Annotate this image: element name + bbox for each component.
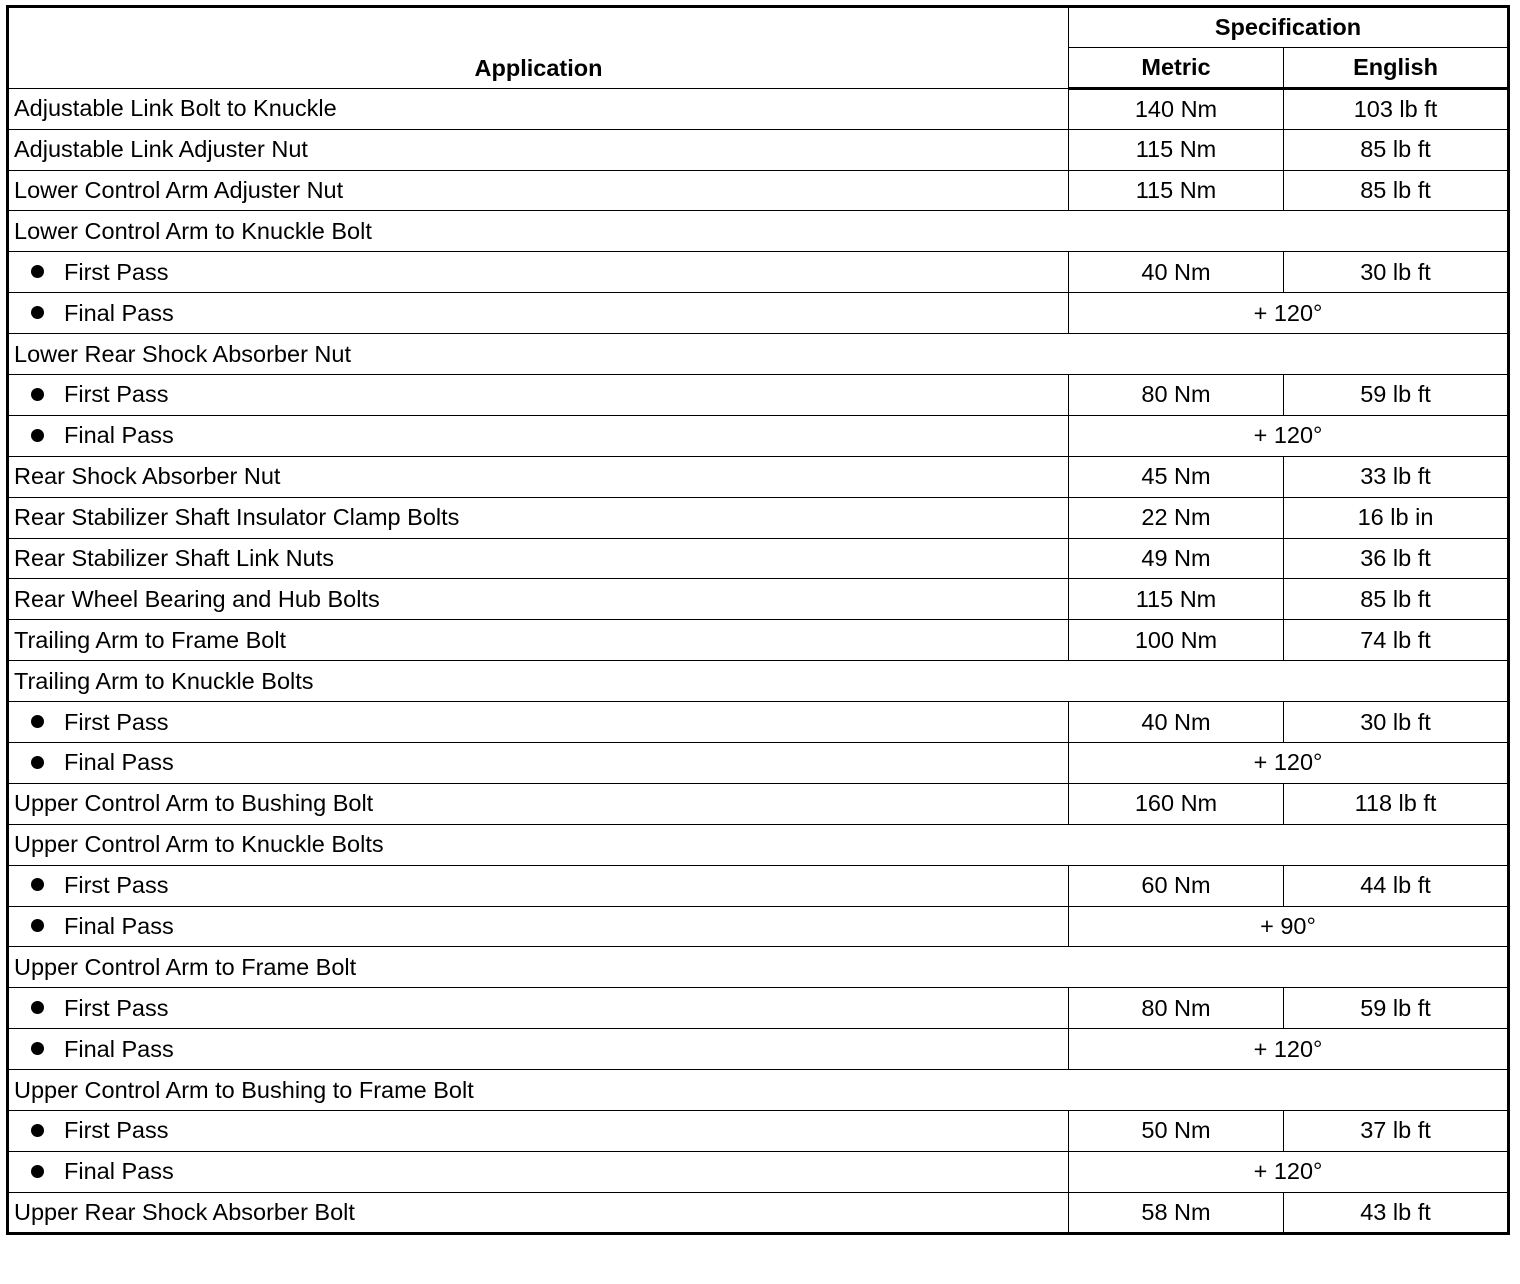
english-value: 44 lb ft (1284, 865, 1509, 906)
table-row (8, 1111, 1509, 1152)
application-cell (8, 1111, 1069, 1152)
application-label: First Pass (64, 872, 169, 899)
table-row (8, 497, 1509, 538)
application-cell (8, 906, 1069, 947)
application-label: First Pass (64, 258, 169, 285)
application-cell (8, 252, 1069, 293)
table-row (8, 293, 1509, 334)
application-cell (8, 620, 1069, 661)
table-body (8, 88, 1509, 1233)
angle-value: + 120° (1069, 1029, 1509, 1070)
table-row (8, 824, 1509, 865)
metric-value: 40 Nm (1069, 702, 1284, 743)
bullet-icon (31, 1165, 44, 1178)
application-label: Upper Control Arm to Frame Bolt (14, 953, 357, 980)
application-label: Trailing Arm to Knuckle Bolts (14, 667, 314, 694)
application-label: Rear Shock Absorber Nut (14, 463, 281, 490)
application-label: Final Pass (64, 913, 174, 940)
metric-header: Metric (1069, 47, 1284, 88)
metric-value: 49 Nm (1069, 538, 1284, 579)
english-value: 74 lb ft (1284, 620, 1509, 661)
table-row (8, 702, 1509, 743)
application-label: Upper Rear Shock Absorber Bolt (14, 1198, 355, 1225)
angle-value: + 120° (1069, 415, 1509, 456)
metric-value: 58 Nm (1069, 1192, 1284, 1233)
table-row (8, 1070, 1509, 1111)
english-value: 16 lb in (1284, 497, 1509, 538)
bullet-icon (31, 388, 44, 401)
application-cell (8, 579, 1069, 620)
application-cell (8, 538, 1069, 579)
angle-value: + 90° (1069, 906, 1509, 947)
application-label: Rear Stabilizer Shaft Link Nuts (14, 545, 335, 572)
bullet-icon (31, 306, 44, 319)
application-cell (8, 129, 1069, 170)
table-row (8, 620, 1509, 661)
application-label: Trailing Arm to Frame Bolt (14, 626, 287, 653)
english-value: 30 lb ft (1284, 252, 1509, 293)
english-value: 30 lb ft (1284, 702, 1509, 743)
application-label: Lower Control Arm Adjuster Nut (14, 177, 344, 203)
metric-value: 100 Nm (1069, 620, 1284, 661)
table-row (8, 1151, 1509, 1192)
table-row (8, 538, 1509, 579)
application-label: First Pass (64, 381, 169, 408)
application-cell (8, 743, 1069, 784)
application-label: First Pass (64, 708, 169, 735)
english-value: 59 lb ft (1284, 375, 1509, 416)
table-row (8, 211, 1509, 252)
table-row (8, 783, 1509, 824)
table-row (8, 906, 1509, 947)
metric-value: 60 Nm (1069, 865, 1284, 906)
english-value: 33 lb ft (1284, 456, 1509, 497)
english-value: 85 lb ft (1284, 579, 1509, 620)
table-header (8, 7, 1509, 89)
angle-value: + 120° (1069, 743, 1509, 784)
application-cell (8, 702, 1069, 743)
application-cell (8, 170, 1069, 211)
bullet-icon (31, 756, 44, 769)
english-value: 85 lb ft (1284, 170, 1509, 211)
table-row (8, 88, 1509, 129)
application-cell (8, 497, 1069, 538)
metric-value: 160 Nm (1069, 783, 1284, 824)
table-row (8, 252, 1509, 293)
fastener-spec-table (6, 5, 1510, 1235)
english-value: 36 lb ft (1284, 538, 1509, 579)
application-cell (8, 293, 1069, 334)
application-cell (8, 865, 1069, 906)
bullet-icon (31, 265, 44, 278)
application-cell (8, 661, 1509, 702)
table-row (8, 415, 1509, 456)
application-label: Adjustable Link Adjuster Nut (14, 136, 308, 163)
metric-value: 115 Nm (1069, 170, 1284, 211)
application-label: Upper Control Arm to Bushing Bolt (14, 790, 374, 817)
application-cell (8, 1192, 1069, 1233)
application-cell (8, 456, 1069, 497)
application-cell (8, 88, 1069, 129)
table-row (8, 865, 1509, 906)
english-header: English (1284, 47, 1509, 88)
table-row (8, 988, 1509, 1029)
application-label: Final Pass (64, 299, 174, 326)
application-header: Application (8, 7, 1069, 89)
header-row-1 (8, 7, 1509, 48)
metric-value: 115 Nm (1069, 579, 1284, 620)
angle-value: + 120° (1069, 293, 1509, 334)
application-label: Adjustable Link Bolt to Knuckle (14, 95, 337, 122)
application-cell (8, 1151, 1069, 1192)
application-cell (8, 824, 1509, 865)
english-value: 37 lb ft (1284, 1111, 1509, 1152)
application-cell (8, 334, 1509, 375)
application-label: Rear Stabilizer Shaft Insulator Clamp Bolts (14, 504, 460, 531)
application-label: Upper Control Arm to Bushing to Frame Bolt (14, 1076, 474, 1103)
application-cell (8, 415, 1069, 456)
bullet-icon (31, 1124, 44, 1137)
english-value: 43 lb ft (1284, 1192, 1509, 1233)
english-value: 118 lb ft (1284, 783, 1509, 824)
english-value: 103 lb ft (1284, 88, 1509, 129)
metric-value: 115 Nm (1069, 129, 1284, 170)
metric-value: 22 Nm (1069, 497, 1284, 538)
application-label: Upper Control Arm to Knuckle Bolts (14, 831, 384, 858)
table-row (8, 456, 1509, 497)
application-label: Lower Rear Shock Absorber Nut (14, 340, 351, 367)
application-cell (8, 783, 1069, 824)
metric-value: 40 Nm (1069, 252, 1284, 293)
table-row (8, 579, 1509, 620)
bullet-icon (31, 1001, 44, 1014)
bullet-icon (31, 1042, 44, 1055)
english-value: 85 lb ft (1284, 129, 1509, 170)
table-row (8, 375, 1509, 416)
application-cell (8, 1029, 1069, 1070)
application-label: Rear Wheel Bearing and Hub Bolts (14, 585, 380, 612)
english-value: 59 lb ft (1284, 988, 1509, 1029)
application-cell (8, 988, 1069, 1029)
bullet-icon (31, 715, 44, 728)
table-row (8, 129, 1509, 170)
application-label: First Pass (64, 1117, 169, 1144)
table-row (8, 661, 1509, 702)
table-row (8, 334, 1509, 375)
metric-value: 80 Nm (1069, 375, 1284, 416)
table-row (8, 1029, 1509, 1070)
table-row (8, 947, 1509, 988)
application-cell (8, 1070, 1509, 1111)
metric-value: 45 Nm (1069, 456, 1284, 497)
application-label: Final Pass (64, 1158, 174, 1185)
application-cell (8, 375, 1069, 416)
angle-value: + 120° (1069, 1151, 1509, 1192)
table-row (8, 1192, 1509, 1233)
bullet-icon (31, 878, 44, 891)
application-label: Final Pass (64, 749, 174, 776)
application-label: First Pass (64, 994, 169, 1021)
application-cell (8, 947, 1509, 988)
application-cell (8, 211, 1509, 252)
table-row (8, 170, 1509, 211)
table-row (8, 743, 1509, 784)
specification-header: Specification (1069, 7, 1509, 48)
metric-value: 140 Nm (1069, 88, 1284, 129)
application-label: Lower Control Arm to Knuckle Bolt (14, 217, 372, 244)
bullet-icon (31, 429, 44, 442)
application-label: Final Pass (64, 1035, 174, 1062)
application-label: Final Pass (64, 422, 174, 449)
metric-value: 80 Nm (1069, 988, 1284, 1029)
bullet-icon (31, 919, 44, 932)
metric-value: 50 Nm (1069, 1111, 1284, 1152)
